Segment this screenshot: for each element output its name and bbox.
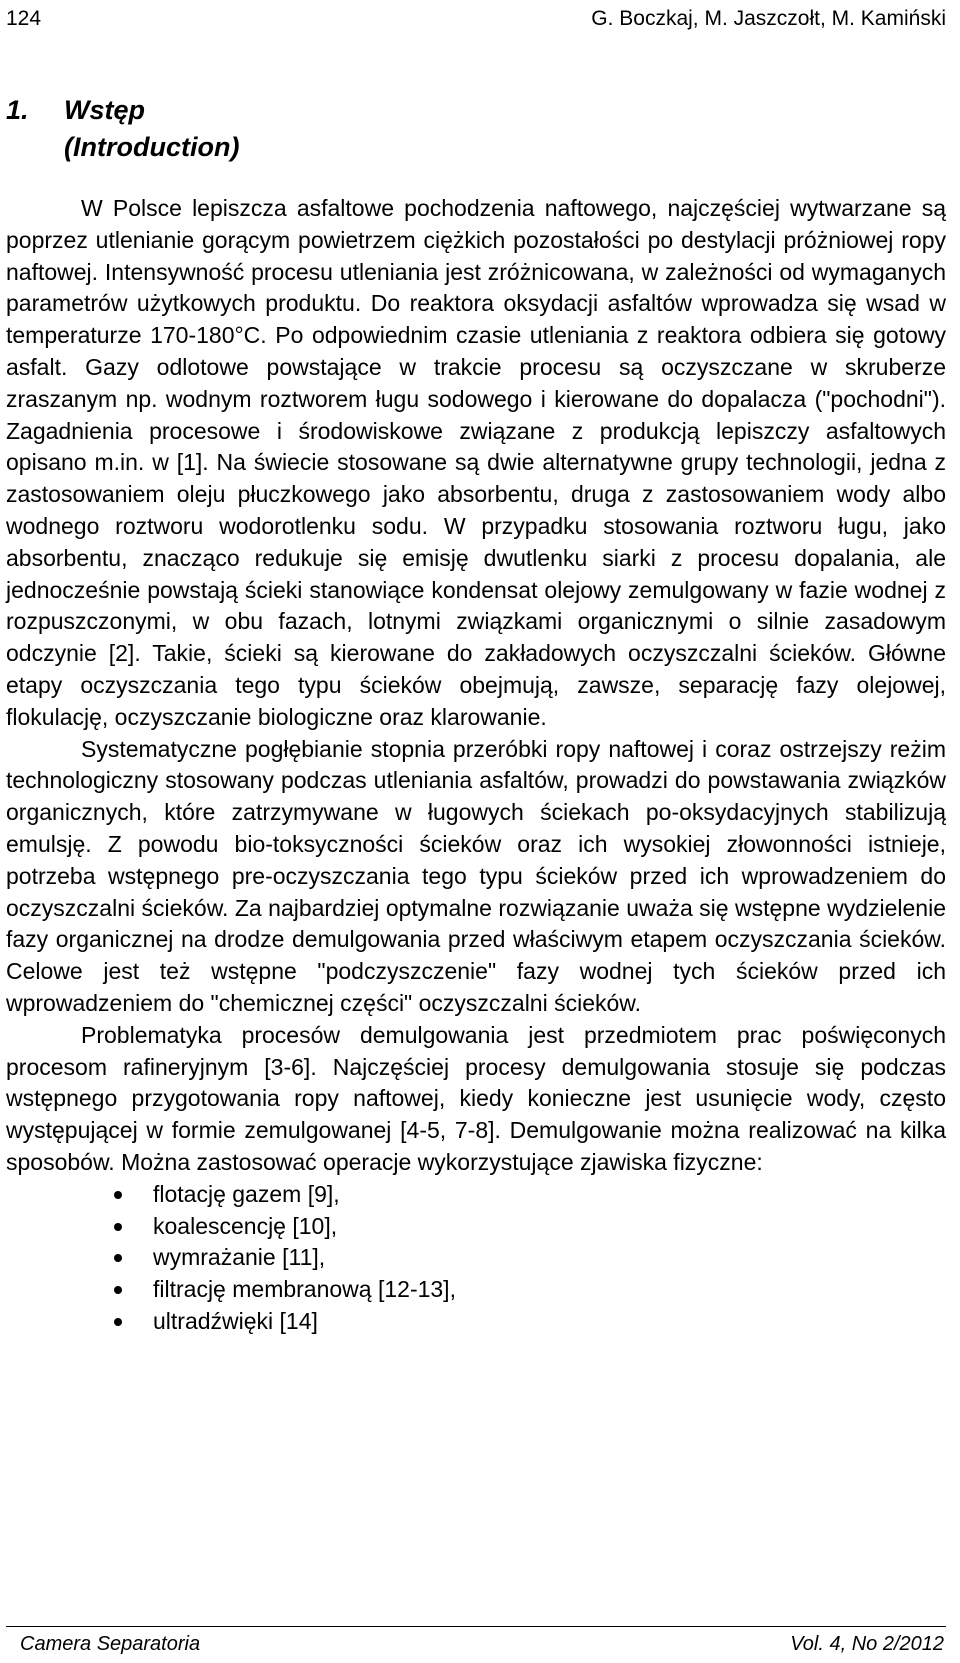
section-number: 1. xyxy=(6,95,29,125)
list-item xyxy=(153,1274,946,1306)
list-item xyxy=(153,1211,946,1243)
physical-methods-list xyxy=(6,1179,946,1338)
bullet-icon xyxy=(114,1223,122,1231)
paragraph: Systematyczne pogłębianie stopnia przeróbki ropy naftowej i coraz ostrzejszy reżim technologiczny stosowany podczas utleniania asfaltów, prowadzi do powstawania związków organicznych, które zatrzymywane w ługowych ściekach po-oksydacyjnych stabilizują emulsję. Z powodu bio-toksyczności ścieków oraz ich wysokiej złowonności istnieje, potrzeba wstępnego pre-oczyszczania tego typu ścieków przed ich wprowadzeniem do oczyszczalni ścieków. Za najbardziej optymalne rozwiązanie uważa się wstępne wydzielenie fazy organicznej na drodze demulgowania przed właściwym etapem oczyszczania ścieków. Celowe jest też wstępne "podczyszczenie" fazy wodnej tych ścieków przed ich wprowadzeniem do "chemicznej części" oczyszczalni ścieków. xyxy=(6,735,946,1016)
running-head-authors: G. Boczkaj, M. Jaszczołt, M. Kamiński xyxy=(591,7,946,30)
section-title: Wstęp xyxy=(64,95,145,125)
paragraph: Problematyka procesów demulgowania jest przedmiotem prac poświęconych procesom rafineryjnym [3-6]. Najczęściej procesy demulgowania stosuje się podczas wstępnego przygotowania ropy naftowej, kiedy konieczne jest usunięcie wody, często występującej w formie zemulgowanej [4-5, 7-8]. Demulgowanie można realizować na kilka sposobów. Można zastosować operacje wykorzystujące zjawiska fizyczne: xyxy=(6,1021,946,1175)
bullet-icon xyxy=(114,1191,122,1199)
list-item-text: ultradźwięki [14] xyxy=(153,1307,318,1334)
bullet-icon xyxy=(114,1254,122,1262)
bullet-icon xyxy=(114,1318,122,1326)
list-item-text: flotację gazem [9], xyxy=(153,1180,340,1207)
footer-divider xyxy=(6,1626,946,1627)
body-text xyxy=(6,193,946,1338)
list-item-text: koalescencję [10], xyxy=(153,1212,338,1239)
paragraph: W Polsce lepiszcza asfaltowe pochodzenia naftowego, najczęściej wytwarzane są poprzez utlenianie gorącym powietrzem ciężkich pozostałości po destylacji próżniowej ropy naftowej. Intensywność procesu utleniania jest zróżnicowana, w zależności od wymaganych parametrów użytkowych produktu. Do reaktora oksydacji asfaltów wprowadza się wsad w temperaturze 170-180°C. Po odpowiednim czasie utleniania z reaktora odbiera się gotowy asfalt. Gazy odlotowe powstające w trakcie procesu są oczyszczane w skruberze zraszanym np. wodnym roztworem ługu sodowego i kierowane do dopalacza ("pochodni"). Zagadnienia procesowe i środowiskowe związane z produkcją lepiszczy asfaltowych opisano m.in. w [1]. Na świecie stosowane są dwie alternatywne grupy technologii, jedna z zastosowaniem oleju płuczkowego jako absorbentu, druga z zastosowaniem wody albo wodnego roztworu wodorotlenku sodu. W przypadku stosowania roztworu ługu, jako absorbentu, znacząco redukuje się emisję dwutlenku siarki z procesu dopalania, ale jednocześnie powstają ścieki stanowiące kondensat olejowy zemulgowany w fazie wodnej z rozpuszczonymi, w obu fazach, lotnymi związkami organicznymi o silnie zasadowym odczynie [2]. Takie, ścieki są kierowane do zakładowych oczyszczalni ścieków. Główne etapy oczyszczania tego typu ścieków obejmują, zawsze, separację fazy olejowej, flokulację, oczyszczanie biologiczne oraz klarowanie. xyxy=(6,195,946,730)
list-item xyxy=(153,1242,946,1274)
footer-volume: Vol. 4, No 2/2012 xyxy=(790,1633,944,1655)
page-number: 124 xyxy=(6,7,42,30)
page-footer xyxy=(20,1630,944,1658)
section-subtitle: (Introduction) xyxy=(64,132,240,162)
list-item xyxy=(153,1306,946,1338)
running-head xyxy=(6,4,946,34)
list-item xyxy=(153,1179,946,1211)
section-heading xyxy=(6,92,239,166)
bullet-icon xyxy=(114,1286,122,1294)
footer-journal-name: Camera Separatoria xyxy=(20,1633,201,1655)
list-item-text: filtrację membranową [12-13], xyxy=(153,1276,456,1303)
list-item-text: wymrażanie [11], xyxy=(153,1244,326,1271)
